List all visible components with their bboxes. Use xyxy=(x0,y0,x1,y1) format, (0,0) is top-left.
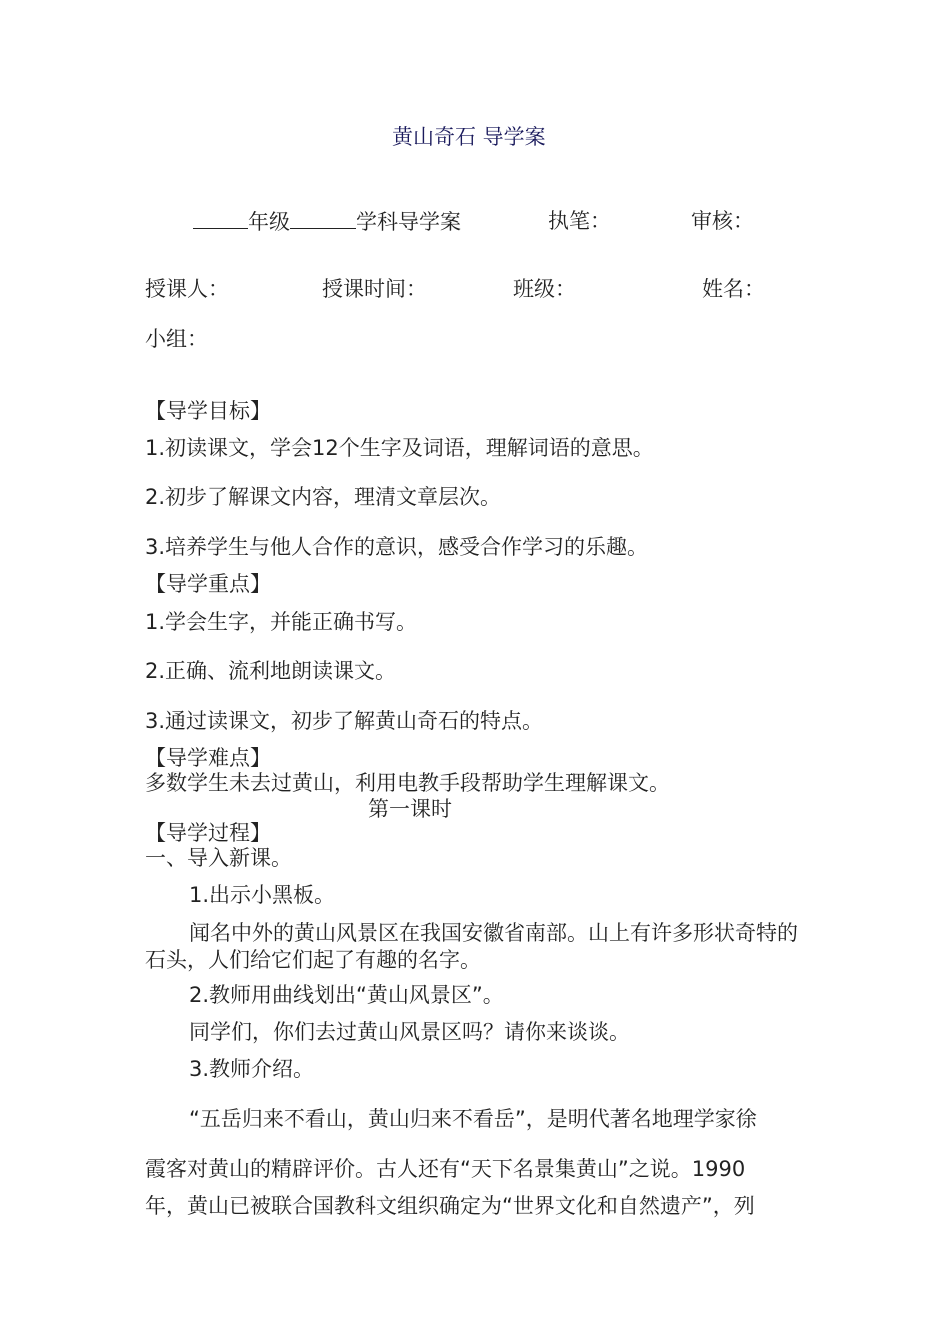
key-point-item: 1.学会生字，并能正确书写。 xyxy=(145,610,418,634)
goals-heading: 【导学目标】 xyxy=(145,399,271,423)
teacher-label: 授课人： xyxy=(145,277,229,301)
key-points-heading: 【导学重点】 xyxy=(145,572,271,596)
class-label: 班级： xyxy=(513,277,576,301)
section-heading: 一、导入新课。 xyxy=(145,846,292,870)
intro-paragraph: 闻名中外的黄山风景区在我国安徽省南部。山上有许多形状奇特的石头，人们给它们起了有趣的名字。 xyxy=(145,921,798,972)
goal-item: 3.培养学生与他人合作的意识，感受合作学习的乐趣。 xyxy=(145,535,649,559)
name-label: 姓名： xyxy=(702,277,765,301)
lesson-label: 第一课时 xyxy=(368,797,452,821)
writer-label: 执笔： xyxy=(548,209,611,233)
key-point-item: 3.通过读课文，初步了解黄山奇石的特点。 xyxy=(145,709,544,733)
quote-paragraph-line: 霞客对黄山的精辟评价。古人还有“天下名景集黄山”之说。1990 xyxy=(145,1157,746,1181)
discussion-paragraph: 同学们，你们去过黄山风景区吗？请你来谈谈。 xyxy=(189,1020,630,1044)
time-label: 授课时间： xyxy=(322,277,427,301)
grade-subject-line xyxy=(193,208,461,235)
goal-item: 1.初读课文，学会12个生字及词语，理解词语的意思。 xyxy=(145,436,654,460)
quote-paragraph-line: 年，黄山已被联合国教科文组织确定为“世界文化和自然遗产”，列 xyxy=(145,1194,755,1218)
group-label: 小组： xyxy=(145,327,208,351)
grade-blank xyxy=(193,208,248,229)
quote-paragraph-line: “五岳归来不看山，黄山归来不看岳”，是明代著名地理学家徐 xyxy=(189,1107,757,1131)
grade-label: 年级 xyxy=(248,210,290,234)
document-title: 黄山奇石 导学案 xyxy=(392,125,546,149)
step-item: 3.教师介绍。 xyxy=(189,1057,315,1081)
subject-blank xyxy=(290,208,356,229)
difficulty-heading: 【导学难点】 xyxy=(145,746,271,770)
subject-label: 学科导学案 xyxy=(356,210,461,234)
goal-item: 2.初步了解课文内容，理清文章层次。 xyxy=(145,485,502,509)
difficulty-text: 多数学生未去过黄山，利用电教手段帮助学生理解课文。 xyxy=(145,771,670,795)
process-heading: 【导学过程】 xyxy=(145,821,271,845)
key-point-item: 2.正确、流利地朗读课文。 xyxy=(145,659,397,683)
step-item: 2.教师用曲线划出“黄山风景区”。 xyxy=(189,983,504,1007)
reviewer-label: 审核： xyxy=(691,209,754,233)
step-item: 1.出示小黑板。 xyxy=(189,883,336,907)
